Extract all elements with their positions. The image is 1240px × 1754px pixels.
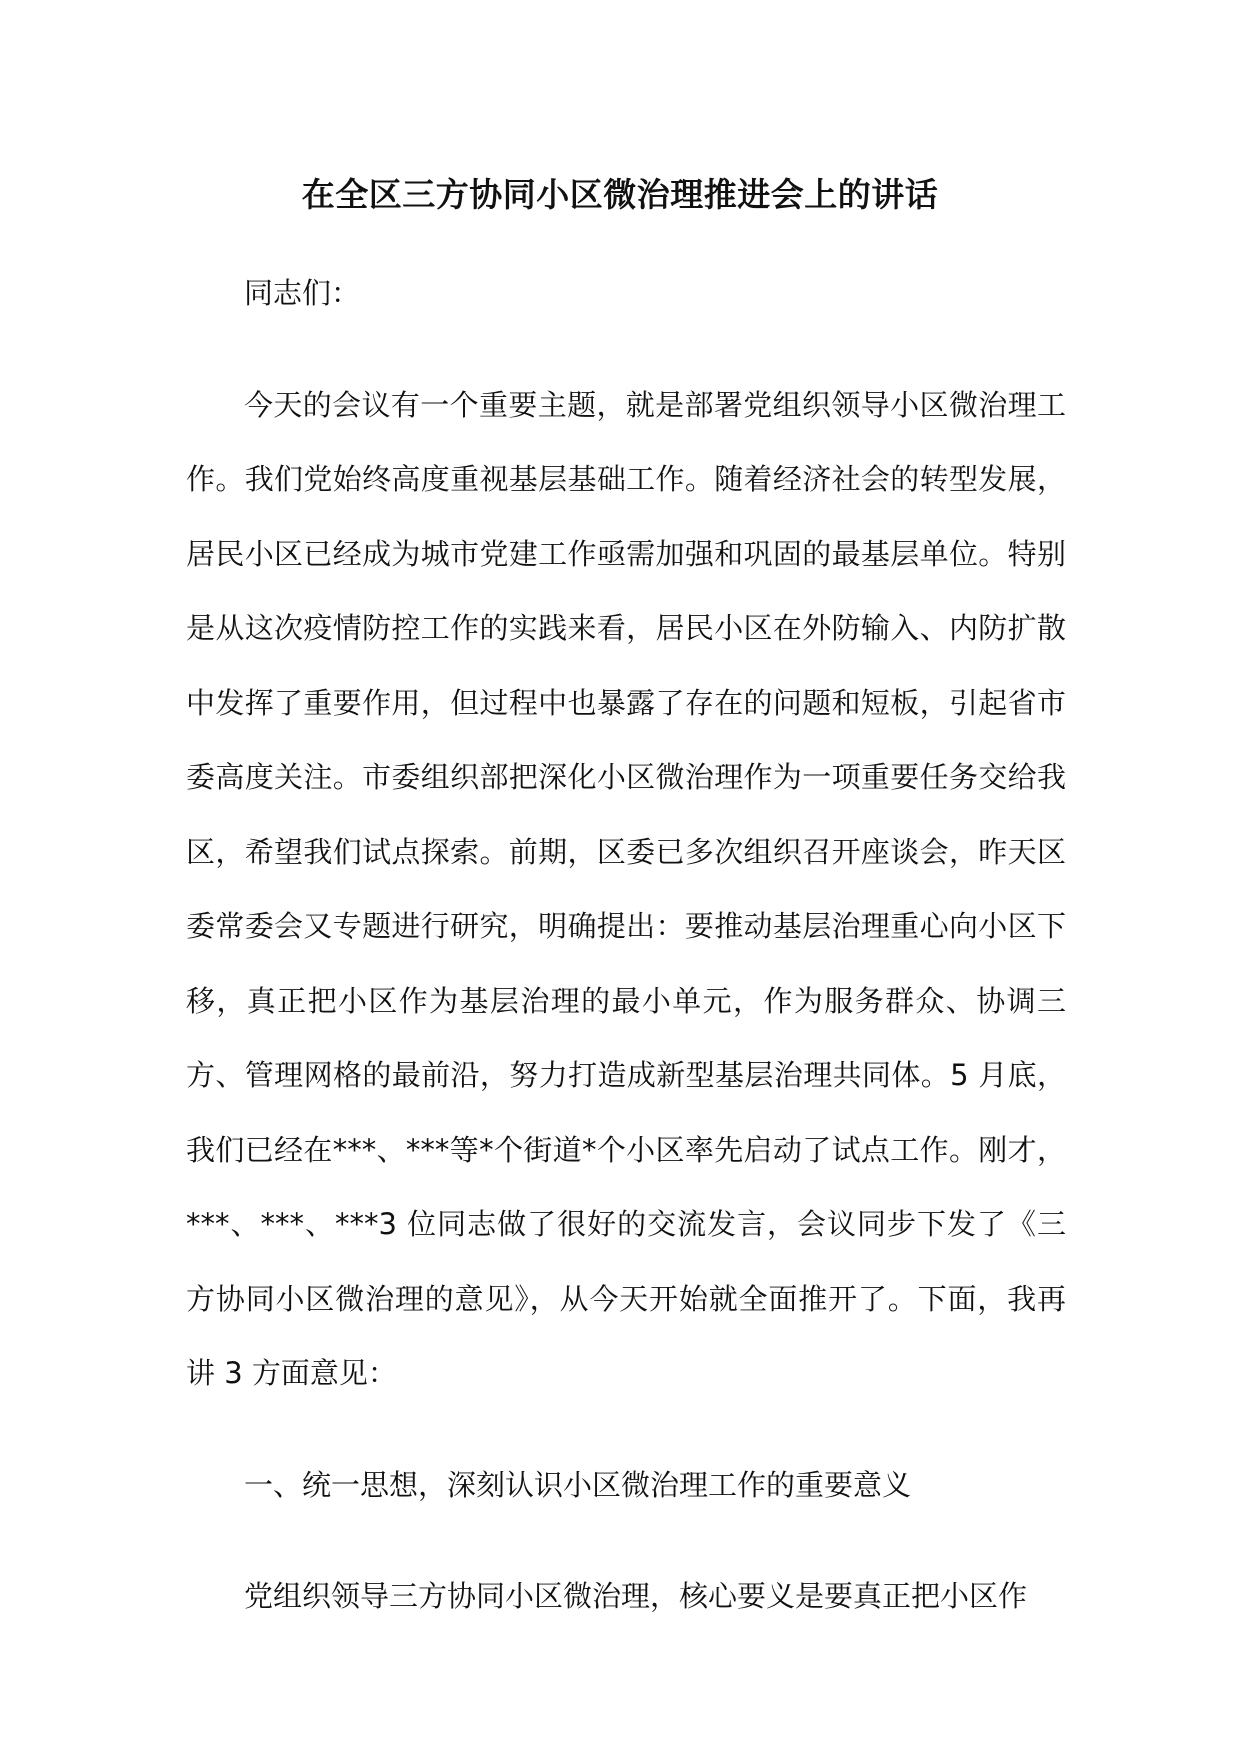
salutation: 同志们： — [244, 276, 361, 310]
document-title: 在全区三方协同小区微治理推进会上的讲话 — [301, 175, 939, 214]
paragraph-2: 党组织领导三方协同小区微治理，核心要义是要真正把小区作 — [244, 1579, 1028, 1613]
paragraph-1: 今天的会议有一个重要主题，就是部署党组织领导小区微治理工作。我们党始终高度重视基层基础工作。随着经济社会的转型发展，居民小区已经成为城市党建工作亟需加强和巩固的最基层单位。特别是从这次疫情防控工作的实践来看，居民小区在外防输入、内防扩散中发挥了重要作用，但过程中也暴露了存在的问题和短板，引起省市委高度关注。市委组织部把深化小区微治理作为一项重要任务交给我区，希望我们试点探索。前期，区委已多次组织召开座谈会，昨天区委常委会又专题进行研究，明确提出：要推动基层治理重心向小区下移，真正把小区作为基层治理的最小单元，作为服务群众、协调三方、管理网格的最前沿，努力打造成新型基层治理共同体。5 月底，我们已经在***、***等*个街道*个小区率先启动了试点工作。刚才，***、***、***3 位同志做了很好的交流发言，会议同步下发了《三方协同小区微治理的意见》，从今天开始就全面推开了。下面，我再讲 3 方面意见： — [186, 387, 1066, 1390]
document-body — [186, 256, 1066, 1634]
section-heading-1: 一、统一思想，深刻认识小区微治理工作的重要意义 — [244, 1467, 912, 1502]
